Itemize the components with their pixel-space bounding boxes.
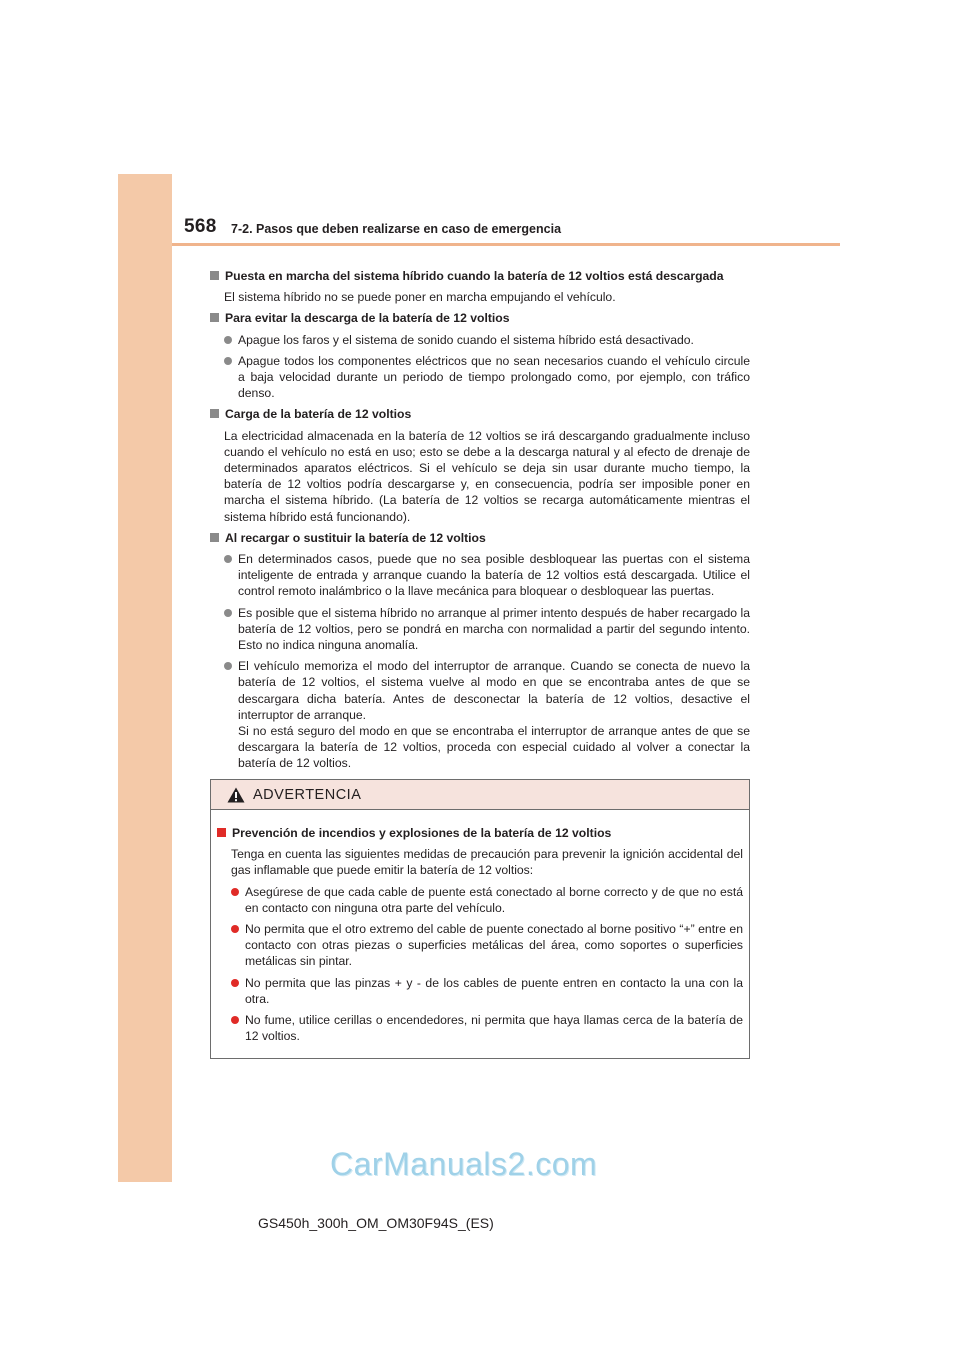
section-heading: Para evitar la descarga de la batería de 12 voltios [225,311,510,326]
list-item: No permita que el otro extremo del cable de puente conectado al borne positivo “+” entre en contacto con otras piezas o superficies metálicas del área, como soportes o superficies metálicas sin pintar. [217,921,743,970]
warning-heading: Prevención de incendios y explosiones de la batería de 12 voltios [232,826,612,840]
section-paragraph: La electricidad almacenada en la batería de 12 voltios se irá descargando gradualmente incluso cuando el vehículo no está en uso; esto se debe a la descarga natural y al efecto de drenaje de determinados aparatos eléctricos. Si el vehículo se deja sin usar durante mucho tiempo, la batería de 12 voltios podría descargarse y, en consecuencia, podría ser imposible poner en marcha el sistema híbrido. (La batería de 12 voltios se recarga automáticamente mientras el sistema híbrido está funcionando). [224,428,750,524]
section-heading: Puesta en marcha del sistema híbrido cuando la batería de 12 voltios está descargada [225,269,724,283]
list-item: En determinados casos, puede que no sea posible desbloquear las puertas con el sistema inteligente de entrada y arranque cuando la batería de 12 voltios está descargada. Utilice el control remoto inalámbrico o la llave mecánica para bloquear o desbloquear las puertas. [210,551,750,600]
round-bullet-icon [231,925,239,933]
section-paragraph: El sistema híbrido no se puede poner en marcha empujando el vehículo. [224,290,616,305]
main-content [210,268,750,777]
list-item: Apague los faros y el sistema de sonido cuando el sistema híbrido está desactivado. [210,332,750,348]
warning-title: ADVERTENCIA [253,786,362,803]
round-bullet-icon [231,1016,239,1024]
section-heading: Carga de la batería de 12 voltios [225,407,412,422]
warning-box [210,779,750,1059]
warning-intro: Tenga en cuenta las siguientes medidas de precaución para prevenir la ignición accidental del gas inflamable que puede emitir la batería de 12 voltios: [231,847,743,878]
section-battery-charge [210,406,750,524]
page-number: 568 [184,216,217,237]
round-bullet-icon [224,555,232,563]
list-item: Asegúrese de que cada cable de puente está conectado al borne correcto y de que no está en contacto con ninguna otra parte del vehículo. [217,884,743,916]
round-bullet-icon [231,979,239,987]
list-item: No permita que las pinzas + y - de los cables de puente entren en contacto la una con la otra. [217,975,743,1007]
warning-triangle-icon [227,787,245,803]
round-bullet-icon [231,888,239,896]
square-bullet-icon [217,828,226,837]
warning-body [211,810,749,1044]
section-heading: Al recargar o sustituir la batería de 12 voltios [225,530,486,545]
square-bullet-icon [210,409,219,418]
section-recharge-replace [210,530,750,772]
round-bullet-icon [224,336,232,344]
section-avoid-discharge [210,310,750,401]
round-bullet-icon [224,662,232,670]
section-start-discharged [210,268,750,305]
list-item: Es posible que el sistema híbrido no arranque al primer intento después de haber recargado la batería de 12 voltios, pero se pondrá en marcha con normalidad a partir del segundo intento. Esto no indica ninguna anomalía. [210,605,750,654]
round-bullet-icon [224,357,232,365]
section-title: 7-2. Pasos que deben realizarse en caso de emergencia [231,222,562,236]
list-item: El vehículo memoriza el modo del interruptor de arranque. Cuando se conecta de nuevo la batería de 12 voltios, el sistema vuelve al modo en que se encontraba antes de que se descargara dicha batería. Antes de desconectar la batería de 12 voltios, desactive el interruptor de arranque. Si no está seguro del modo en que se encontraba el interruptor de arranque antes de que se descargara la batería de 12 voltios, proceda con especial cuidado al volver a conectar la batería de 12 voltios. [210,658,750,771]
square-bullet-icon [210,533,219,542]
side-color-band [118,174,172,1182]
warning-header [211,780,749,810]
footer-code: GS450h_300h_OM_OM30F94S_(ES) [258,1215,494,1231]
watermark: CarManuals2.com [330,1146,598,1182]
round-bullet-icon [224,609,232,617]
header-rule [172,243,840,246]
square-bullet-icon [210,271,219,280]
square-bullet-icon [210,313,219,322]
list-item: No fume, utilice cerillas o encendedores, ni permita que haya llamas cerca de la batería de 12 voltios. [217,1012,743,1044]
list-item: Apague todos los componentes eléctricos que no sean necesarios cuando el vehículo circule a baja velocidad durante un periodo de tiempo prolongado como, por ejemplo, con tráfico denso. [210,353,750,402]
